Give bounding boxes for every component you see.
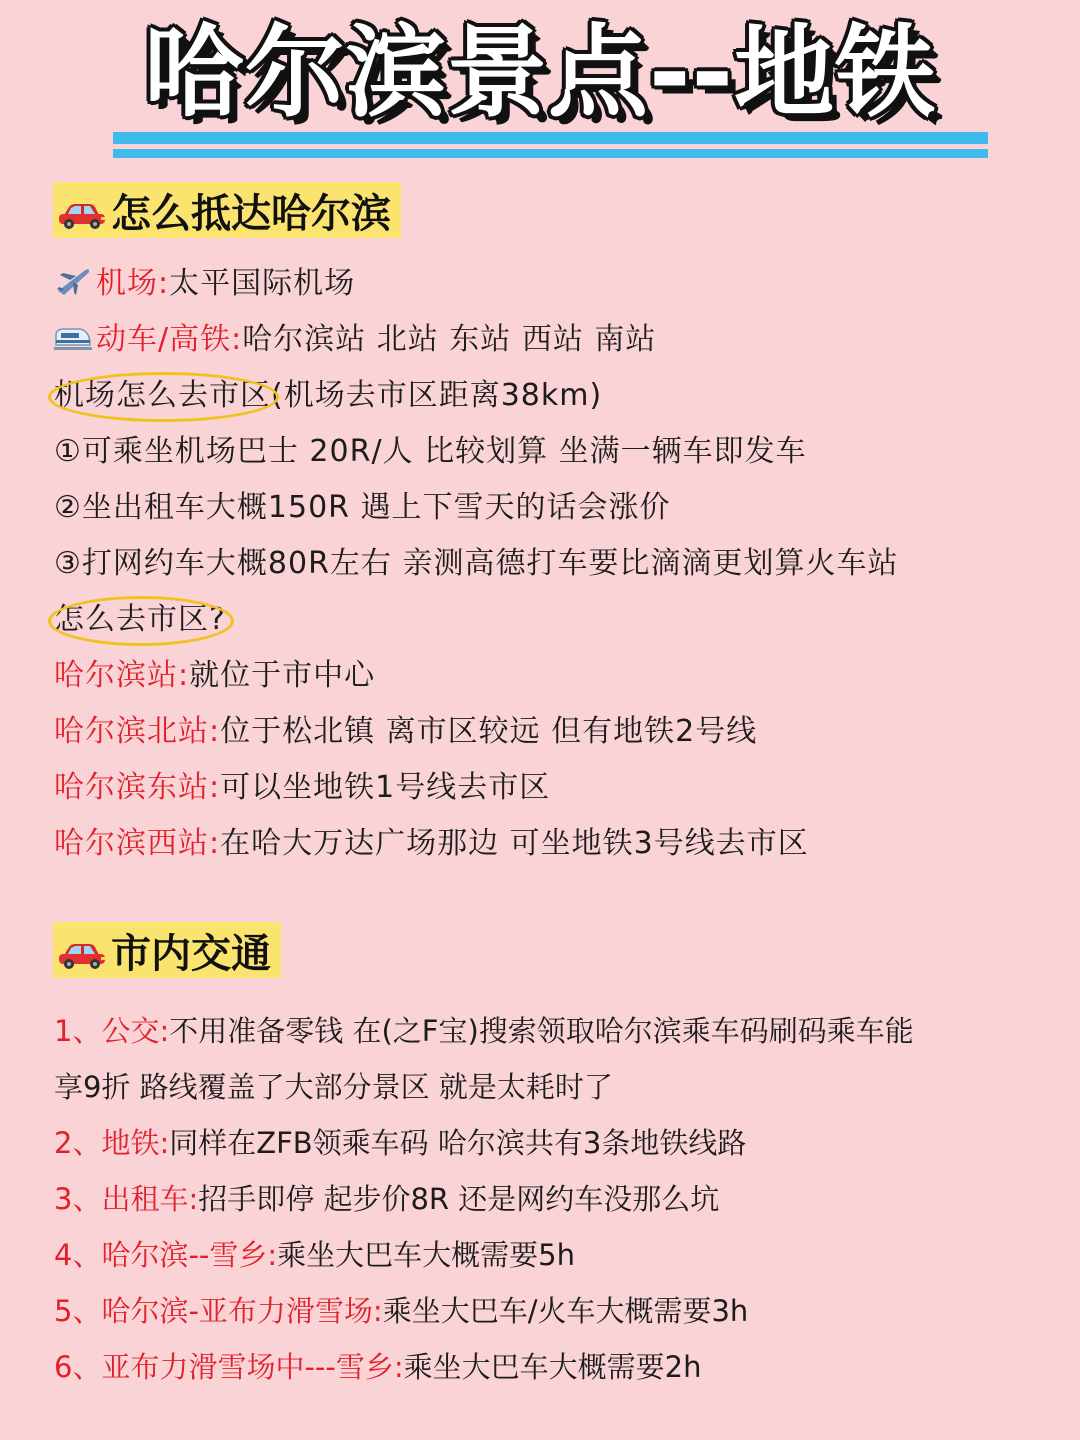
transport-label: 5、哈尔滨-亚布力滑雪场: — [54, 1294, 383, 1328]
train-value: 哈尔滨站 北站 东站 西站 南站 — [242, 322, 657, 357]
section-heading-arrival — [53, 182, 401, 238]
station-item — [54, 768, 550, 808]
airplane-icon — [54, 265, 92, 297]
station-question-line — [54, 600, 226, 640]
train-label: 动车/高铁: — [96, 322, 243, 357]
transport-item — [54, 1123, 746, 1163]
transport-value: 乘坐大巴车/火车大概需要3h — [382, 1294, 749, 1328]
station-item — [54, 656, 375, 696]
station-value: 就位于市中心 — [189, 658, 376, 693]
station-item — [54, 824, 809, 864]
airport-value: 太平国际机场 — [169, 266, 356, 301]
transport-item-continued — [54, 1067, 613, 1107]
car-icon — [57, 199, 107, 229]
page-title: 哈尔滨景点--地铁 — [143, 14, 936, 131]
transport-label: 3、出租车: — [54, 1182, 199, 1216]
airport-label: 机场: — [96, 266, 170, 301]
station-item — [54, 712, 757, 752]
airport-question-circled: 机场怎么去市区 — [54, 376, 271, 416]
transport-item — [54, 1347, 701, 1387]
station-question-circled: 怎么去市区? — [54, 600, 226, 640]
car-icon — [57, 939, 107, 969]
transport-label: 2、地铁: — [54, 1126, 170, 1160]
transport-value: 乘坐大巴车大概需要2h — [403, 1350, 702, 1384]
airport-question-line — [54, 376, 602, 416]
airport-distance-note: (机场去市区距离38km) — [271, 378, 603, 413]
option-3: ③打网约车大概80R左右 亲测高德打车要比滴滴更划算火车站 — [54, 546, 899, 581]
station-value: 可以坐地铁1号线去市区 — [220, 770, 551, 805]
station-label: 哈尔滨北站: — [54, 714, 221, 749]
transport-label: 6、亚布力滑雪场中---雪乡: — [54, 1350, 404, 1384]
train-line — [54, 320, 656, 360]
title-area — [0, 8, 1080, 158]
option-2: ②坐出租车大概150R 遇上下雪天的话会涨价 — [54, 490, 671, 525]
title-underline-stripe-2 — [113, 149, 988, 158]
transport-value: 享9折 路线覆盖了大部分景区 就是太耗时了 — [54, 1070, 613, 1104]
transport-value: 不用准备零钱 在(之F宝)搜索领取哈尔滨乘车码刷码乘车能 — [169, 1014, 914, 1048]
transport-label: 1、公交: — [54, 1014, 170, 1048]
transport-value: 同样在ZFB领乘车码 哈尔滨共有3条地铁线路 — [169, 1126, 747, 1160]
transport-item — [54, 1235, 575, 1275]
station-value: 位于松北镇 离市区较远 但有地铁2号线 — [220, 714, 758, 749]
station-label: 哈尔滨站: — [54, 658, 190, 693]
transport-item — [54, 1179, 719, 1219]
airport-line — [54, 264, 355, 304]
transport-item — [54, 1291, 748, 1331]
option-1: ①可乘坐机场巴士 20R/人 比较划算 坐满一辆车即发车 — [54, 434, 807, 469]
station-value: 在哈大万达广场那边 可坐地铁3号线去市区 — [220, 826, 809, 861]
station-label: 哈尔滨西站: — [54, 826, 221, 861]
transport-value: 招手即停 起步价8R 还是网约车没那么坑 — [198, 1182, 720, 1216]
section-heading-text: 怎么抵达哈尔滨 — [111, 190, 391, 237]
transport-label: 4、哈尔滨--雪乡: — [54, 1238, 278, 1272]
transport-item — [54, 1011, 914, 1051]
bullet-train-icon — [54, 321, 92, 353]
section-heading-text: 市内交通 — [111, 930, 271, 977]
section-heading-local-transport — [53, 922, 281, 978]
transport-value: 乘坐大巴车大概需要5h — [277, 1238, 575, 1272]
station-label: 哈尔滨东站: — [54, 770, 221, 805]
title-underline-stripe — [113, 132, 988, 144]
